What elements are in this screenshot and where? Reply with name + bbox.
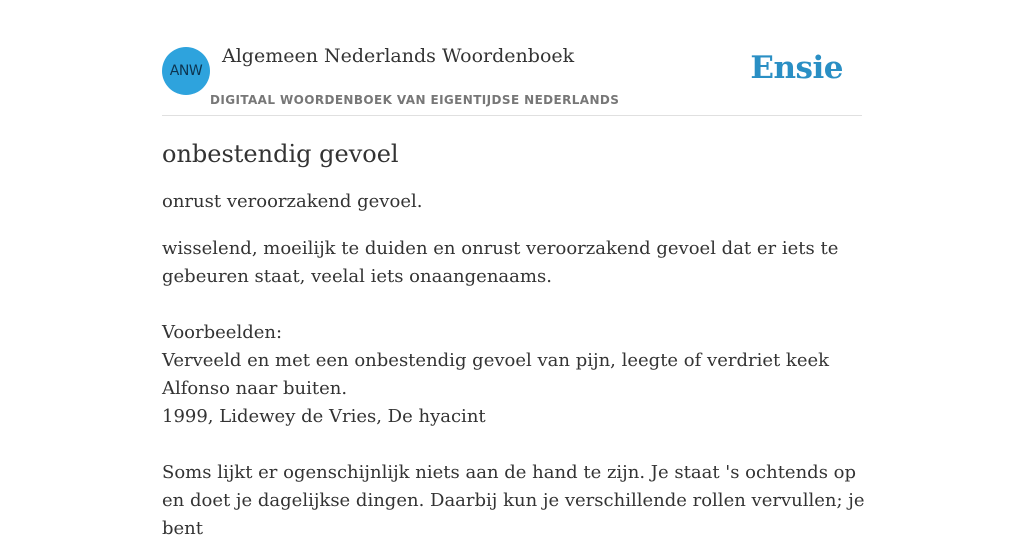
example-source: 1999, Lidewey de Vries, De hyacint [162,406,486,427]
anw-logo[interactable] [162,47,210,95]
site-header [162,0,862,116]
example-text: Verveeld en met een onbestendig gevoel van pijn, leegte of verdriet keek Alfonso naar buiten. [162,350,830,399]
entry-content [162,138,872,543]
short-definition: onrust veroorzakend gevoel. [162,191,423,212]
spacer [162,291,872,319]
logo-text: ANW [169,63,203,79]
long-definition: wisselend, moeilijk te duiden en onrust veroorzakend gevoel dat er iets te gebeuren staat, veelal iets onaangenaams. [162,238,839,287]
example-text: Soms lijkt er ogenschijnlijk niets aan de hand te zijn. Je staat 's ochtends op en doet je dagelijkse dingen. Daarbij kun je verschillende rollen vervullen; je bent [162,462,865,539]
ensie-brand-link[interactable]: Ensie [750,50,843,86]
examples-heading: Voorbeelden: [162,322,283,343]
site-subtitle: DIGITAAL WOORDENBOEK VAN EIGENTIJDSE NEDERLANDS [210,93,620,107]
site-title[interactable]: Algemeen Nederlands Woordenboek [222,45,575,67]
spacer [162,431,872,459]
entry-term: onbestendig gevoel [162,140,399,168]
